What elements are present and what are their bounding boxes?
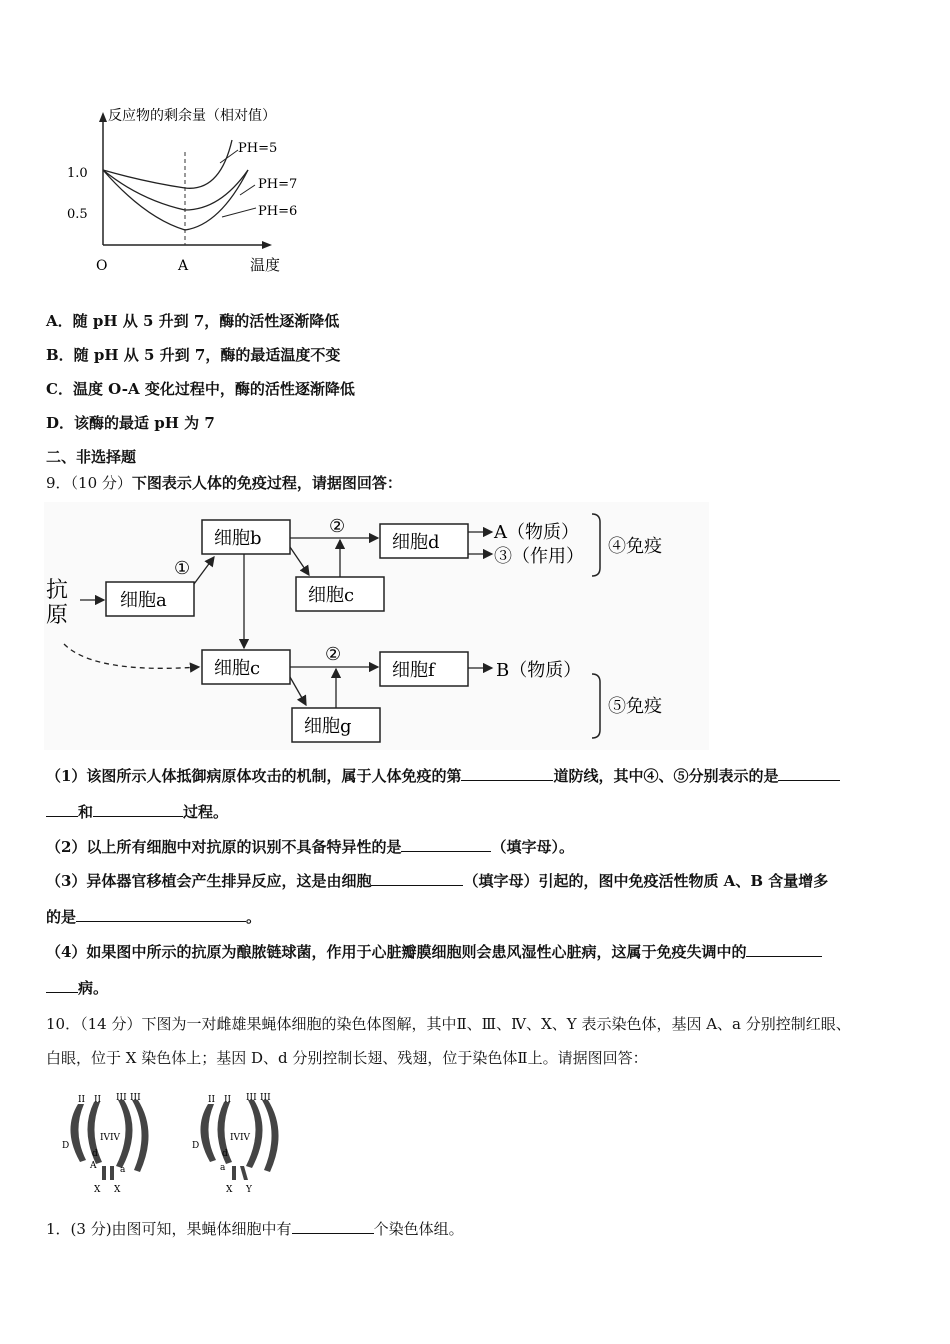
leader-ph7 <box>240 185 255 195</box>
cell-g-label: 细胞g <box>304 716 352 737</box>
q10-line2: 白眼，位于 X 染色体上；基因 D、d 分别控制长翅、残翅，位于染色体Ⅱ上。请据图回答： <box>46 1049 648 1067</box>
q9-sub1-line2 <box>46 801 228 822</box>
female-label-iii-2: III <box>130 1093 141 1103</box>
q9-sub3-part2: （填字母）引起的，图中免疫活性物质 A、B 含量增多 <box>463 872 829 890</box>
male-label-iii-2: III <box>260 1093 271 1103</box>
male-chrom-iii-2 <box>262 1100 279 1172</box>
option-b: B．随 pH 从 5 升到 7，酶的最适温度不变 <box>46 346 341 364</box>
ytick-1: 1.0 <box>67 166 88 181</box>
male-label-iv-1: IV <box>230 1133 241 1143</box>
cell-a-label: 细胞a <box>120 590 167 611</box>
male-label-d-big: D <box>192 1141 200 1151</box>
q9-sub3-line2 <box>46 906 261 927</box>
q10-line1: 10．（14 分）下图为一对雌雄果蝇体细胞的染色体图解，其中Ⅱ、Ⅲ、Ⅳ、X、Y 表示染色体，基因 A、a 分别控制红眼、 <box>46 1015 851 1033</box>
antigen-char-1: 抗 <box>46 578 69 603</box>
male-label-d-small: d <box>222 1149 228 1159</box>
female-label-x-2: X <box>114 1185 121 1195</box>
blank-increased-substance[interactable] <box>76 906 246 922</box>
q9-sub3-part3: 的是 <box>46 908 77 926</box>
graph-ylabel: 反应物的剩余量（相对值） <box>108 108 276 124</box>
immunity-5: ⑤免疫 <box>608 696 662 717</box>
q9-sub1-part4: 过程。 <box>183 803 229 821</box>
q9-sub3-line1 <box>46 870 828 891</box>
female-chrom-ii-1 <box>70 1104 86 1162</box>
blank-immunity-5[interactable] <box>93 801 183 817</box>
blank-disease-type[interactable] <box>746 941 822 957</box>
option-d: D．该酶的最适 pH 为 7 <box>46 414 215 432</box>
blank-nonspecific-cell[interactable] <box>401 836 491 852</box>
q9-sub1-part1: （1）该图所示人体抵御病原体攻击的机制，属于人体免疫的第 <box>46 767 462 785</box>
q9-sub2-part1: （2）以上所有细胞中对抗原的识别不具备特异性的是 <box>46 838 402 856</box>
curve-ph5 <box>103 140 232 188</box>
product-a: A（物质） <box>494 522 579 543</box>
mark-2-bottom: ② <box>325 644 342 665</box>
male-label-x: X <box>226 1185 233 1195</box>
female-chrom-x-1 <box>102 1166 106 1180</box>
female-label-ii-1: II <box>78 1095 86 1105</box>
male-label-iii-1: III <box>246 1093 257 1103</box>
x-axis-arrow <box>262 241 272 249</box>
q9-text: 下图表示人体的免疫过程，请据图回答： <box>131 474 402 492</box>
enzyme-graph <box>60 100 320 280</box>
label-ph7: PH=7 <box>258 177 298 192</box>
q9-number: 9．（10 分） <box>46 474 132 492</box>
xtick-a: A <box>178 258 189 274</box>
female-label-x-1: X <box>94 1185 101 1195</box>
q9-sub4-part2: 病。 <box>78 979 109 997</box>
cell-c-label: 细胞c <box>214 658 261 679</box>
q10-sub1-part2: 个染色体组。 <box>373 1220 464 1238</box>
male-label-a-small: a <box>220 1163 226 1173</box>
label-ph5: PH=5 <box>238 141 278 156</box>
male-label-ii-2: II <box>224 1095 232 1105</box>
female-label-iv-1: IV <box>100 1133 111 1143</box>
mark-2-top: ② <box>329 516 346 537</box>
q9-sub3-part1: （3）异体器官移植会产生排异反应，这是由细胞 <box>46 872 372 890</box>
blank-immunity-4-cont[interactable] <box>46 801 78 817</box>
q9-sub2-part2: （填字母）。 <box>491 838 574 856</box>
label-ph6: PH=6 <box>258 204 298 219</box>
q10-sub1-part1: 1．(3 分)由图可知，果蝇体细胞中有 <box>46 1220 292 1238</box>
origin-label: O <box>96 258 108 274</box>
male-chrom-y <box>240 1166 248 1180</box>
graph-xlabel: 温度 <box>250 256 281 274</box>
female-label-a-small: a <box>120 1165 126 1175</box>
cell-d-label: 细胞d <box>392 532 440 553</box>
q9-sub1-part2: 道防线，其中④、⑤分别表示的是 <box>553 767 779 785</box>
product-b: B（物质） <box>496 660 582 681</box>
male-label-y: Y <box>246 1185 252 1195</box>
blank-rejection-cell[interactable] <box>371 870 463 886</box>
q9-sub2 <box>46 836 574 857</box>
antigen-char-2: 原 <box>46 603 69 628</box>
female-label-d-small: d <box>92 1149 98 1159</box>
fly-chromosome-figure <box>50 1090 310 1200</box>
female-chrom-iii-2 <box>132 1100 149 1172</box>
female-label-ii-2: II <box>94 1095 102 1105</box>
option-a: A．随 pH 从 5 升到 7，酶的活性逐渐降低 <box>46 312 340 330</box>
ytick-05: 0.5 <box>67 207 88 222</box>
q9-sub3-part4: 。 <box>246 908 262 926</box>
q9-sub4-line2 <box>46 977 108 998</box>
section-title: 二、非选择题 <box>46 448 137 466</box>
female-label-iv-2: IV <box>110 1133 121 1143</box>
male-label-iv-2: IV <box>240 1133 251 1143</box>
q9-sub4-part1: （4）如果图中所示的抗原为酿脓链球菌，作用于心脏瓣膜细胞则会患风湿性心脏病，这属于免疫失调中的 <box>46 943 747 961</box>
male-chrom-x <box>232 1166 236 1180</box>
immune-diagram <box>44 502 709 750</box>
female-chrom-x-2 <box>110 1166 114 1180</box>
curve-ph6 <box>103 170 248 230</box>
immunity-4: ④免疫 <box>608 536 662 557</box>
female-label-iii-1: III <box>116 1093 127 1103</box>
cell-f-label: 细胞f <box>392 660 435 681</box>
y-axis-arrow <box>99 112 107 122</box>
q9-sub4-line1 <box>46 941 822 962</box>
male-chrom-ii-1 <box>200 1104 216 1162</box>
female-label-d-big: D <box>62 1141 70 1151</box>
blank-disease-type-cont[interactable] <box>46 977 78 993</box>
cell-b-label: 细胞b <box>214 528 262 549</box>
q9-sub1-line1 <box>46 765 840 786</box>
female-label-a-big: A <box>90 1161 97 1171</box>
q9-sub1-part3: 和 <box>78 803 94 821</box>
blank-chromosome-sets[interactable] <box>292 1218 374 1234</box>
q10-sub1 <box>46 1218 464 1239</box>
option-c: C．温度 O-A 变化过程中，酶的活性逐渐降低 <box>46 380 355 398</box>
product-3: ③（作用） <box>494 546 584 567</box>
blank-immunity-4[interactable] <box>778 765 840 781</box>
q9-stem <box>46 473 402 493</box>
cell-c-top-label: 细胞c <box>308 585 355 606</box>
male-label-ii-1: II <box>208 1095 216 1105</box>
leader-ph6 <box>222 208 256 217</box>
mark-1: ① <box>174 558 191 579</box>
blank-defense-line[interactable] <box>461 765 553 781</box>
